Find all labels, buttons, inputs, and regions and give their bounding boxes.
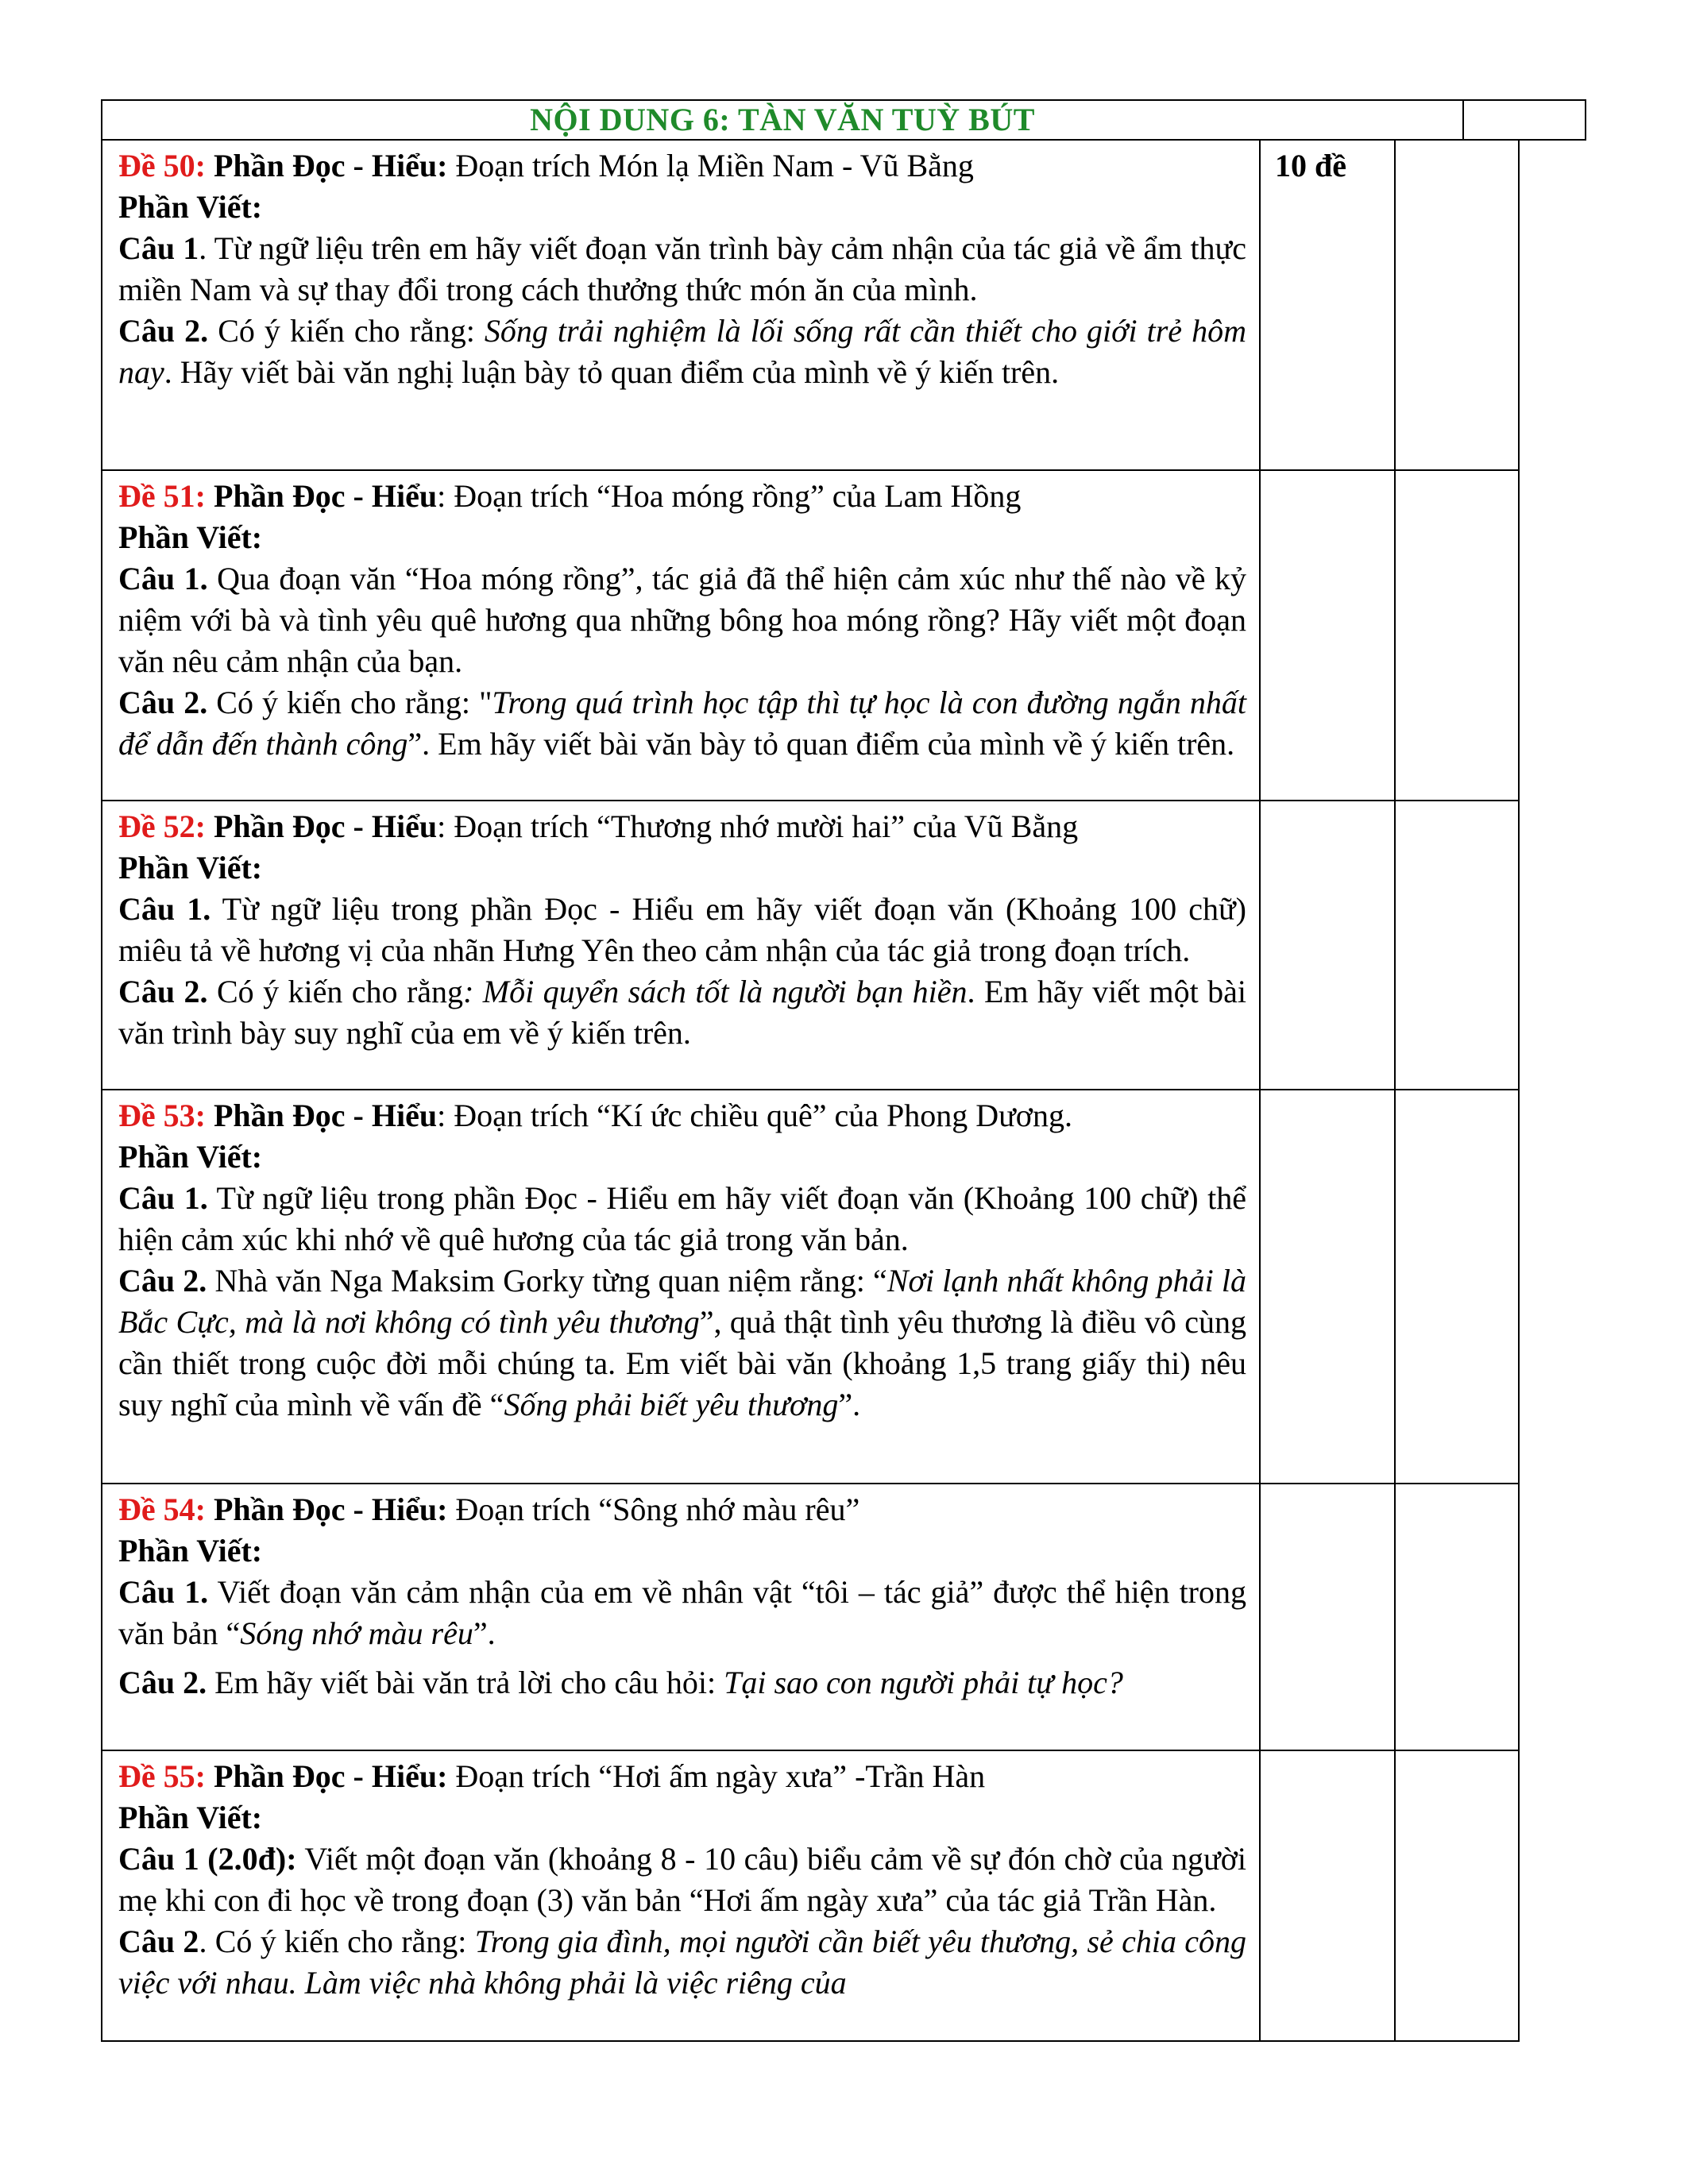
exam-number: Đề 54: [118, 1491, 206, 1527]
reading-text: Đoạn trích “Sông nhớ màu rêu” [447, 1491, 860, 1527]
exam-cell-55 [102, 1750, 1260, 2041]
reading-text: Đoạn trích “Hơi ấm ngày xưa” -Trần Hàn [447, 1758, 986, 1794]
exam-table [101, 139, 1520, 2042]
question-text: ”, quả thật tình yêu thương là điều vô cùng cần thiết trong cuộc đời mỗi chúng ta. Em viết bài văn (khoảng 1,5 trang giấy thi) nêu suy nghĩ của mình về vấn đề “ [118, 1304, 1247, 1422]
question-label: Câu 1 (2.0đ): [118, 1841, 297, 1877]
writing-label: Phần Viết: [118, 519, 263, 555]
reading-line [118, 145, 1246, 187]
question-1 [118, 1572, 1246, 1654]
reading-label: Phần Đọc - Hiểu [213, 1098, 438, 1133]
count-cell [1260, 1090, 1395, 1484]
writing-label: Phần Viết: [118, 850, 263, 886]
blank-cell [1395, 470, 1519, 801]
reading-text: : Đoạn trích “Thương nhớ mười hai” của Vũ Bằng [437, 808, 1079, 844]
writing-label: Phần Viết: [118, 1139, 263, 1175]
reading-label: Phần Đọc - Hiểu [213, 478, 438, 514]
question-label: Câu 2. [118, 974, 208, 1009]
question-2 [118, 1662, 1246, 1704]
question-quote: Trong quá trình học tập thì tự học là con đường ngắn nhất để dẫn đến thành công [118, 685, 1246, 762]
question-quote: Sóng nhớ màu rêu [240, 1615, 473, 1651]
count-cell [1260, 140, 1395, 470]
exam-cell-52 [102, 801, 1260, 1090]
table-row [102, 1090, 1519, 1484]
table-row [102, 1750, 1519, 2041]
question-text: Nhà văn Nga Maksim Gorky từng quan niệm rằng: “ [207, 1263, 887, 1298]
question-label: Câu 1. [118, 1180, 208, 1216]
question-label: Câu 2. [118, 313, 209, 349]
question-text: ”. Em hãy viết bài văn bày tỏ quan điểm của mình về ý kiến trên. [408, 726, 1235, 762]
question-text: Viết một đoạn văn (khoảng 8 - 10 câu) biểu cảm về sự đón chờ của người mẹ khi con đi học về trong đoạn (3) văn bản “Hơi ấm ngày xưa” của tác giả Trần Hàn. [118, 1841, 1247, 1918]
question-1 [118, 1178, 1246, 1260]
writing-label: Phần Viết: [118, 189, 263, 225]
question-2 [118, 311, 1246, 393]
reading-label: Phần Đọc - Hiểu: [213, 1758, 448, 1794]
blank-cell [1395, 1484, 1519, 1750]
exam-number: Đề 51: [118, 478, 206, 514]
question-quote: Nơi lạnh nhất không phải là Bắc Cực, mà là nơi không có tình yêu thương [118, 1263, 1246, 1340]
section-title: NỘI DUNG 6: TÀN VĂN TUỲ BÚT [530, 102, 1035, 137]
question-quote: Sống phải biết yêu thương [504, 1387, 839, 1422]
question-text: Qua đoạn văn “Hoa móng rồng”, tác giả đã thể hiện cảm xúc như thế nào về kỷ niệm với bà và tình yêu quê hương qua những bông hoa móng rồng? Hãy viết một đoạn văn nêu cảm nhận của bạn. [118, 561, 1247, 679]
table-row [102, 140, 1519, 470]
question-label: Câu 2. [118, 685, 208, 720]
blank-cell [1395, 1750, 1519, 2041]
question-quote: Sống trải nghiệm là lối sống rất cần thiết cho giới trẻ hôm nay [118, 313, 1246, 390]
question-text: Em hãy viết bài văn trả lời cho câu hỏi: [207, 1665, 724, 1700]
writing-label: Phần Viết: [118, 1533, 263, 1569]
question-1 [118, 558, 1246, 682]
question-text: Có ý kiến cho rằng [207, 974, 464, 1009]
exam-number: Đề 50: [118, 148, 206, 183]
reading-line [118, 1756, 1246, 1797]
question-2 [118, 682, 1246, 765]
question-text: . Hãy viết bài văn nghị luận bày tỏ quan điểm của mình về ý kiến trên. [164, 354, 1060, 390]
count-cell [1260, 1750, 1395, 2041]
question-2 [118, 1260, 1246, 1426]
question-2 [118, 1921, 1246, 2004]
reading-text: : Đoạn trích “Kí ức chiều quê” của Phong Dương. [437, 1098, 1072, 1133]
table-row [102, 1484, 1519, 1750]
question-text: Có ý kiến cho rằng: [208, 313, 485, 349]
table-row [102, 470, 1519, 801]
exam-cell-54 [102, 1484, 1260, 1750]
reading-label: Phần Đọc - Hiểu: [213, 1491, 448, 1527]
reading-line [118, 806, 1246, 847]
question-text: Có ý kiến cho rằng: " [207, 685, 492, 720]
reading-label: Phần Đọc - Hiểu: [213, 148, 448, 183]
blank-cell [1395, 1090, 1519, 1484]
question-text: . Em hãy viết một bài văn trình bày suy nghĩ của em về ý kiến trên. [118, 974, 1247, 1051]
question-quote: : Mỗi quyển sách tốt là người bạn hiền [463, 974, 968, 1009]
count-cell [1260, 470, 1395, 801]
question-label: Câu 1. [118, 561, 208, 596]
exam-cell-53 [102, 1090, 1260, 1484]
question-text: Từ ngữ liệu trong phần Đọc - Hiểu em hãy viết đoạn văn (Khoảng 100 chữ) thể hiện cảm xúc khi nhớ về quê hương của tác giả trong văn bản. [118, 1180, 1246, 1257]
question-label: Câu 1. [118, 891, 211, 927]
question-text: ”. [473, 1615, 496, 1651]
reading-text: Đoạn trích Món lạ Miền Nam - Vũ Bằng [447, 148, 974, 183]
reading-line [118, 1489, 1246, 1530]
reading-text: : Đoạn trích “Hoa móng rồng” của Lam Hồng [437, 478, 1022, 514]
question-1 [118, 889, 1246, 971]
question-text: ”. [838, 1387, 861, 1422]
question-label: Câu 2. [118, 1665, 207, 1700]
count-cell [1260, 1484, 1395, 1750]
blank-cell [1395, 801, 1519, 1090]
question-label: Câu 1. [118, 1574, 209, 1610]
question-label: Câu 2. [118, 1263, 207, 1298]
table-row [102, 801, 1519, 1090]
question-text: . Có ý kiến cho rằng: [199, 1924, 475, 1959]
question-label: Câu 2 [118, 1924, 199, 1959]
exam-cell-50 [102, 140, 1260, 470]
question-quote: Tại sao con người phải tự học? [724, 1665, 1123, 1700]
question-quote: Trong gia đình, mọi người cần biết yêu thương, sẻ chia công việc với nhau. Làm việc nhà không phải là việc riêng của [118, 1924, 1246, 2001]
reading-label: Phần Đọc - Hiểu [213, 808, 438, 844]
exam-cell-51 [102, 470, 1260, 801]
blank-cell [1395, 140, 1519, 470]
question-1 [118, 228, 1246, 311]
question-1 [118, 1839, 1246, 1921]
section-header [101, 99, 1586, 141]
question-label: Câu 1 [118, 230, 199, 266]
header-divider [1462, 101, 1464, 139]
writing-label: Phần Viết: [118, 1800, 263, 1835]
reading-line [118, 1095, 1246, 1136]
question-text: Viết đoạn văn cảm nhận của em về nhân vật “tôi – tác giả” được thể hiện trong văn bản “ [118, 1574, 1246, 1651]
exam-number: Đề 53: [118, 1098, 206, 1133]
question-text: . Từ ngữ liệu trên em hãy viết đoạn văn trình bày cảm nhận của tác giả về ẩm thực miền Nam và sự thay đổi trong cách thưởng thức món ăn của mình. [118, 230, 1246, 307]
exam-number: Đề 55: [118, 1758, 206, 1794]
count-cell [1260, 801, 1395, 1090]
exam-number: Đề 52: [118, 808, 206, 844]
question-2 [118, 971, 1246, 1054]
reading-line [118, 476, 1246, 517]
exam-count: 10 đề [1275, 148, 1346, 183]
question-text: Từ ngữ liệu trong phần Đọc - Hiểu em hãy viết đoạn văn (Khoảng 100 chữ) miêu tả về hương vị của nhãn Hưng Yên theo cảm nhận của tác giả trong đoạn trích. [118, 891, 1246, 968]
